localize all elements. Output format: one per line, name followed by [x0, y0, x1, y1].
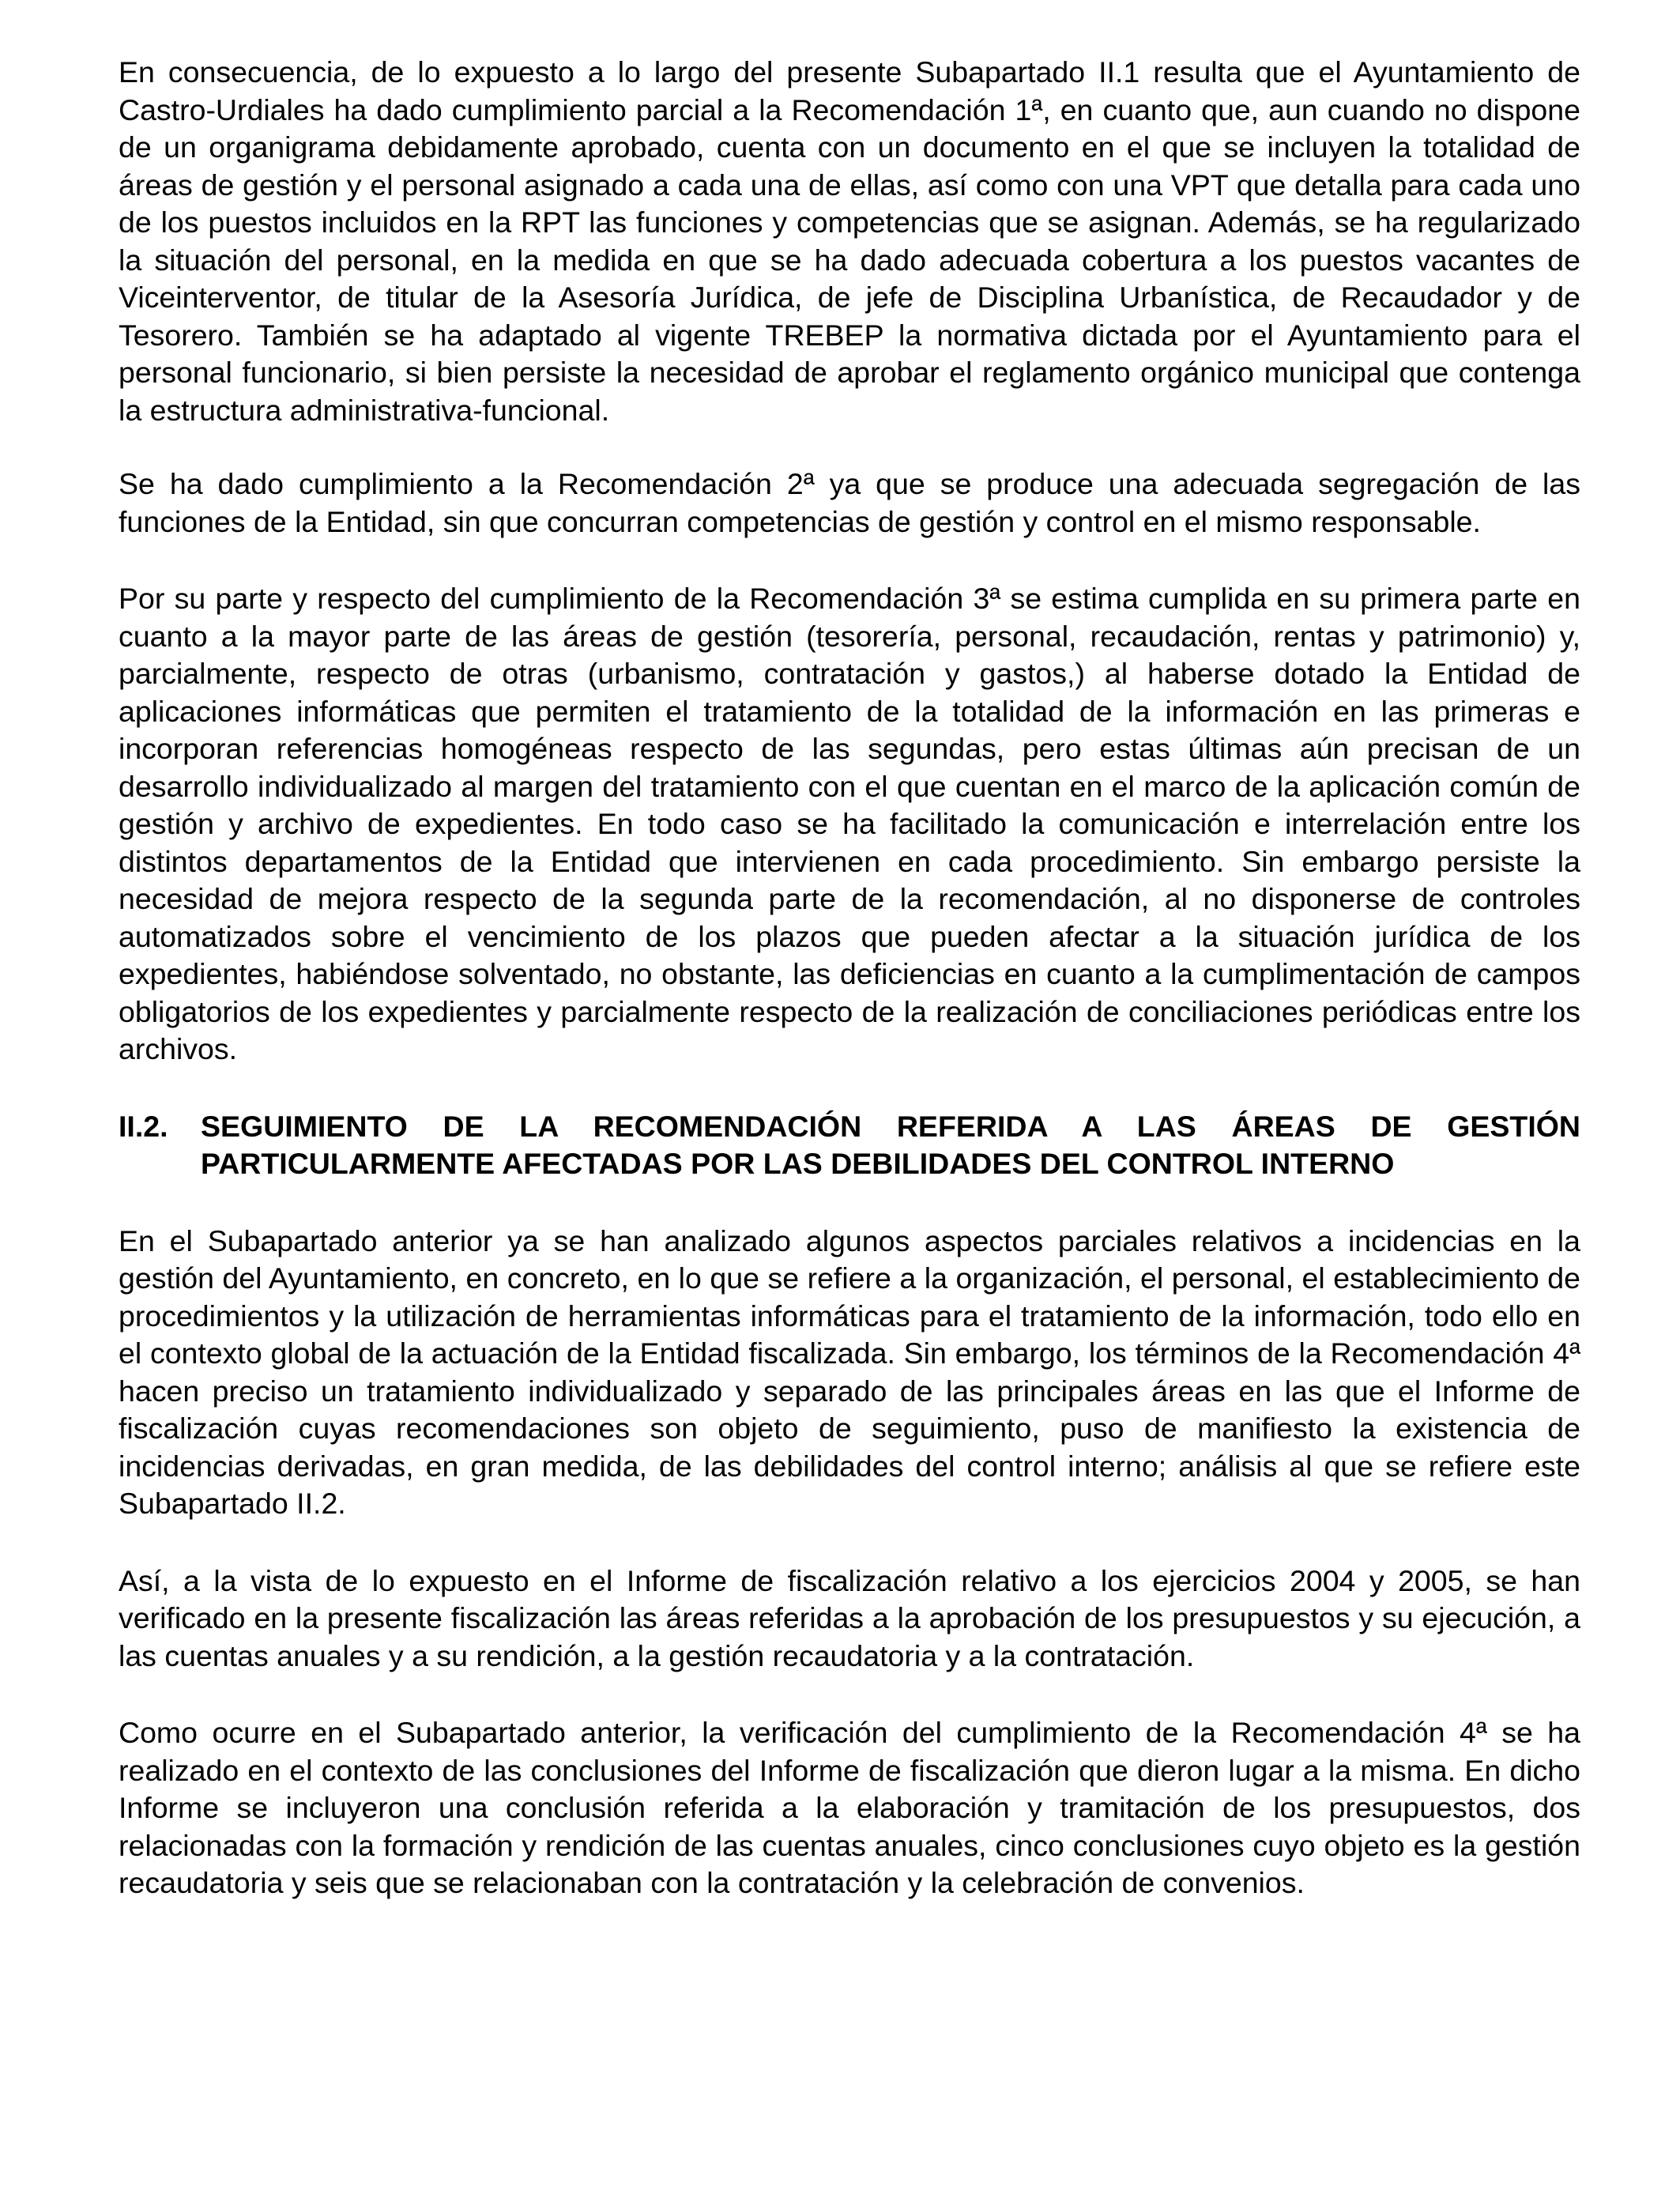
document-page	[119, 54, 1580, 1942]
paragraph-conclusion-recomendacion-1: En consecuencia, de lo expuesto a lo largo del presente Subapartado II.1 resulta que el Ayuntamiento de Castro-Urdiales ha dado cumplimiento parcial a la Recomendación 1ª, en cuanto que, aun cuando no dispone de un organigrama debidamente aprobado, cuenta con un documento en el que se incluyen la totalidad de áreas de gestión y el personal asignado a cada una de ellas, así como con una VPT que detalla para cada uno de los puestos incluidos en la RPT las funciones y competencias que se asignan. Además, se ha regularizado la situación del personal, en la medida en que se ha dado adecuada cobertura a los puestos vacantes de Viceinterventor, de titular de la Asesoría Jurídica, de jefe de Disciplina Urbanística, de Recaudador y de Tesorero. También se ha adaptado al vigente TREBEP la normativa dictada por el Ayuntamiento para el personal funcionario, si bien persiste la necesidad de aprobar el reglamento orgánico municipal que contenga la estructura administrativa-funcional.	[119, 55, 1580, 427]
paragraph-contexto-conclusiones: Como ocurre en el Subapartado anterior, la verificación del cumplimiento de la Recomendación 4ª se ha realizado en el contexto de las conclusiones del Informe de fiscalización que dieron lugar a la misma. En dicho Informe se incluyeron una conclusión referida a la elaboración y tramitación de los presupuestos, dos relacionadas con la formación y rendición de las cuentas anuales, cinco conclusiones cuyo objeto es la gestión recaudatoria y seis que se relacionaban con la contratación y la celebración de convenios.	[119, 1716, 1580, 1899]
section-number: II.2.	[119, 1109, 168, 1143]
paragraph-intro-section-2: En el Subapartado anterior ya se han analizado algunos aspectos parciales relativos a incidencias en la gestión del Ayuntamiento, en concreto, en lo que se refiere a la organización, el personal, el establecimiento de procedimientos y la utilización de herramientas informáticas para el tratamiento de la información, todo ello en el contexto global de la actuación de la Entidad fiscalizada. Sin embargo, los términos de la Recomendación 4ª hacen preciso un tratamiento individualizado y separado de las principales áreas en las que el Informe de fiscalización cuyas recomendaciones son objeto de seguimiento, puso de manifiesto la existencia de incidencias derivadas, en gran medida, de las debilidades del control interno; análisis al que se refiere este Subapartado II.2.	[119, 1223, 1580, 1520]
paragraph-conclusion-recomendacion-3: Por su parte y respecto del cumplimiento de la Recomendación 3ª se estima cumplida en su primera parte en cuanto a la mayor parte de las áreas de gestión (tesorería, personal, recaudación, rentas y patrimonio) y, parcialmente, respecto de otras (urbanismo, contratación y gastos,) al haberse dotado la Entidad de aplicaciones informáticas que permiten el tratamiento de la totalidad de la información en las primeras e incorporan referencias homogéneas respecto de las segundas, pero estas últimas aún precisan de un desarrollo individualizado al margen del tratamiento con el que cuentan en el marco de la aplicación común de gestión y archivo de expedientes. En todo caso se ha facilitado la comunicación e interrelación entre los distintos departamentos de la Entidad que intervienen en cada procedimiento. Sin embargo persiste la necesidad de mejora respecto de la segunda parte de la recomendación, al no disponerse de controles automatizados sobre el vencimiento de los plazos que pueden afectar a la situación jurídica de los expedientes, habiéndose solventado, no obstante, las deficiencias en cuanto a la cumplimentación de campos obligatorios de los expedientes y parcialmente respecto de la realización de conciliaciones periódicas entre los archivos.	[119, 582, 1580, 1065]
paragraph-areas-verificadas: Así, a la vista de lo expuesto en el Informe de fiscalización relativo a los ejercicios 2004 y 2005, se han verificado en la presente fiscalización las áreas referidas a la aprobación de los presupuestos y su ejecución, a las cuentas anuales y a su rendición, a la gestión recaudatoria y a la contratación.	[119, 1563, 1580, 1672]
section-heading	[119, 1108, 1580, 1183]
section-title: SEGUIMIENTO DE LA RECOMENDACIÓN REFERIDA A LAS ÁREAS DE GESTIÓN PARTICULARMENTE AFECTADAS POR LAS DEBILIDADES DEL CONTROL INTERNO	[201, 1109, 1580, 1180]
paragraph-conclusion-recomendacion-2: Se ha dado cumplimiento a la Recomendación 2ª ya que se produce una adecuada segregación de las funciones de la Entidad, sin que concurran competencias de gestión y control en el mismo responsable.	[119, 467, 1580, 538]
